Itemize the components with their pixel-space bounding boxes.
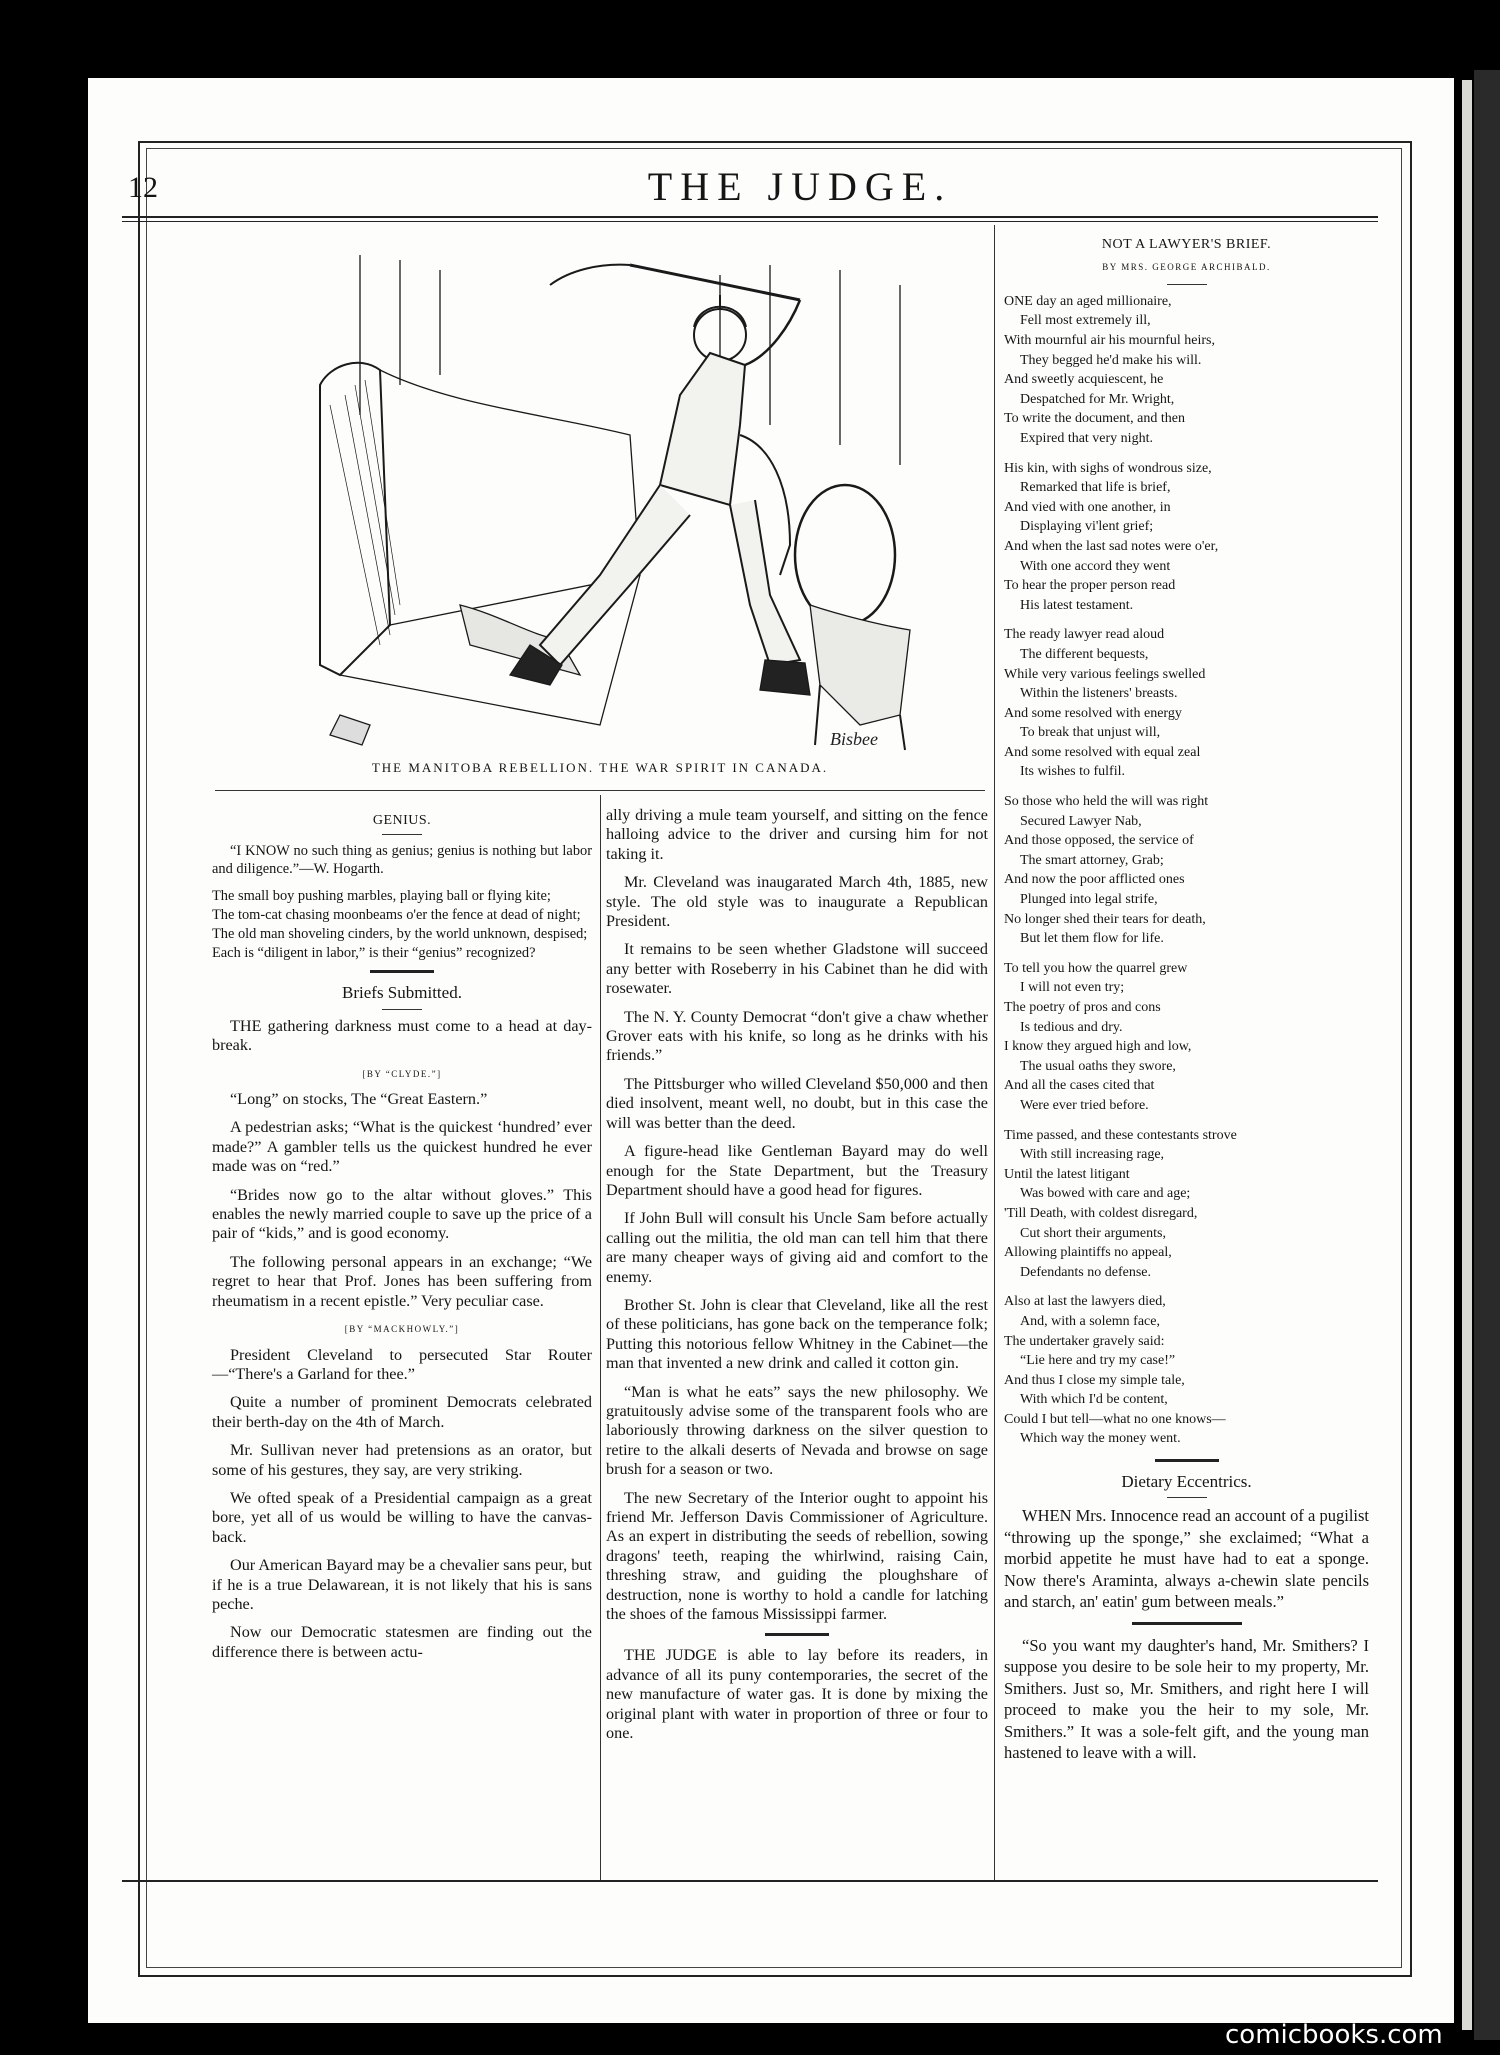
poem-line: Could I but tell—what no one knows—: [1004, 1411, 1226, 1427]
poem-line: And thus I close my simple tale,: [1004, 1372, 1185, 1388]
column-middle: [606, 806, 988, 1752]
poem-stanza: [1004, 292, 1369, 449]
briefs-paragraph: “Brides now go to the altar without gloves.” This enables the newly married couple to save up the price of a pair of “kids,” and is good economy.: [212, 1185, 592, 1243]
cartoon-illustration: [300, 245, 940, 775]
column-right: [1004, 230, 1369, 1773]
header-rule: [122, 216, 1378, 218]
poem-rule: [1167, 284, 1207, 285]
genius-line: Each is “diligent in labor,” is their “genius” recognized?: [212, 945, 536, 962]
poem-line: To tell you how the quarrel grew: [1004, 960, 1188, 976]
cartoon-caption: THE MANITOBA REBELLION. THE WAR SPIRIT IN CANADA.: [371, 760, 829, 775]
briefs-rule: [382, 1009, 422, 1010]
middle-paragraph: If John Bull will consult his Uncle Sam before actually calling out the militia, the old man can tell him that there are many cheaper ways of giving aid and comfort to the enemy.: [606, 1209, 988, 1286]
binding-spine: [1474, 70, 1500, 2040]
poem-line: With still increasing rage,: [1020, 1147, 1165, 1163]
poem-line: With one accord they went: [1020, 558, 1171, 574]
dietary-paragraph: WHEN Mrs. Innocence read an account of a pugilist “throwing up the sponge,” she exclaimed; “What a morbid appetite he must have had to eat a sponge. Now there's Araminta, always a-chewin slate pencils and starch, an' eatin' gum between meals.”: [1004, 1506, 1369, 1612]
poem-line: I know they argued high and low,: [1004, 1039, 1192, 1055]
poem-line: Which way the money went.: [1020, 1431, 1181, 1447]
genius-title: GENIUS.: [372, 813, 432, 828]
briefs-paragraph: Now our Democratic statesmen are finding out the difference there is between actu-: [212, 1623, 592, 1661]
dietary-rule: [1167, 1497, 1207, 1498]
poem-line: Plunged into legal strife,: [1020, 892, 1158, 908]
briefs-paragraph: President Cleveland to persecuted Star Router—“There's a Garland for thee.”: [212, 1345, 592, 1383]
poem-line: The smart attorney, Grab;: [1020, 852, 1164, 868]
poem-line: And now the poor afflicted ones: [1004, 872, 1185, 888]
poem-line: Its wishes to fulfil.: [1020, 764, 1125, 780]
section-divider: [1132, 1622, 1242, 1625]
section-divider: [1155, 1459, 1219, 1462]
poem-line: The usual oaths they swore,: [1020, 1058, 1176, 1074]
poem-line: And some resolved with equal zeal: [1004, 744, 1201, 760]
briefs-title: Briefs Submitted.: [342, 983, 462, 1003]
poem-stanza: [1004, 792, 1369, 949]
genius-rule: [382, 834, 422, 835]
page-number: 12: [128, 171, 158, 204]
poem-line: His kin, with sighs of wondrous size,: [1004, 460, 1212, 476]
poem-title: NOT A LAWYER'S BRIEF.: [1101, 237, 1272, 252]
briefs-byline: [BY “CLYDE.”]: [362, 1068, 442, 1079]
middle-paragraph: The new Secretary of the Interior ought to appoint his friend Mr. Jefferson Davis Commissioner of Agriculture. As an expert in distributing the seeds of rebellion, sowing dragons' teeth, reaping the whirlwind, raising Cain, threshing straw, and guiding the ploughshare of destruction, none is worthy to hold a candle for latching the shoes of the famous Mississippi farmer.: [606, 1488, 988, 1624]
genius-line: The tom-cat chasing moonbeams o'er the fence at dead of night;: [212, 907, 581, 924]
poem-line: The different bequests,: [1020, 646, 1149, 662]
poem-line: The poetry of pros and cons: [1004, 1000, 1161, 1015]
poem-line: Is tedious and dry.: [1020, 1019, 1123, 1035]
poem-line: And some resolved with energy: [1004, 705, 1182, 721]
next-page-edge: [1462, 80, 1472, 2030]
poem-line: And sweetly acquiescent, he: [1004, 372, 1164, 388]
poem-line: “Lie here and try my case!”: [1020, 1353, 1176, 1369]
middle-paragraph: It remains to be seen whether Gladstone will succeed any better with Roseberry in his Cabinet than he did with rosewater.: [606, 940, 988, 998]
section-divider: [765, 1633, 829, 1636]
poem-byline: BY MRS. GEORGE ARCHIBALD.: [1102, 262, 1271, 273]
briefs-paragraph: “Long” on stocks, The “Great Eastern.”: [230, 1090, 488, 1109]
middle-paragraph: “Man is what he eats” says the new philosophy. We gratuitously advise some of the transparent fools who are laboriously throwing darkness on the silver question to retire to the alkali deserts of Nevada and browse on sage brush for a season or two.: [606, 1382, 988, 1479]
genius-line: The small boy pushing marbles, playing ball or flying kite;: [212, 888, 551, 905]
genius-line: The old man shoveling cinders, by the world unknown, despised;: [212, 926, 588, 943]
poem-line: But let them flow for life.: [1020, 931, 1164, 947]
caption-rule: [215, 790, 985, 791]
poem-line: Despatched for Mr. Wright,: [1020, 391, 1175, 407]
poem-line: No longer shed their tears for death,: [1004, 911, 1206, 927]
poem-line: Fell most extremely ill,: [1020, 313, 1151, 329]
poem-line: So those who held the will was right: [1004, 794, 1209, 810]
briefs-paragraph: A pedestrian asks; “What is the quickest ‘hundred’ ever made?” A gambler tells us the quickest hundred he ever made was on “red.”: [212, 1118, 592, 1176]
poem-line: Remarked that life is brief,: [1020, 480, 1171, 496]
middle-paragraph: THE JUDGE is able to lay before its readers, in advance of all its puny contemporaries, the secret of the new manufacture of water gas. It is done by mixing the original plant with water in proportion of three or four to one.: [606, 1646, 988, 1743]
middle-paragraph: The Pittsburger who willed Cleveland $50,000 and then died insolvent, meant well, no doubt, but in this case the will was better than the deed.: [606, 1074, 988, 1132]
header-rule-thin: [122, 221, 1378, 222]
poem-line: To write the document, and then: [1004, 411, 1185, 427]
section-divider: [370, 970, 434, 973]
middle-paragraph: Mr. Cleveland was inaugarated March 4th, 1885, new style. The old style was to inaugurate a Republican President.: [606, 873, 988, 931]
poem-line: With mournful air his mournful heirs,: [1004, 333, 1215, 348]
poem-line: With which I'd be content,: [1020, 1392, 1168, 1408]
poem-line: Displaying vi'lent grief;: [1020, 519, 1154, 535]
poem-line: And those opposed, the service of: [1004, 833, 1194, 849]
poem-stanza: [1004, 1292, 1369, 1449]
briefs-paragraph: We ofted speak of a Presidential campaign as a great bore, yet all of us would be willing to have the canvas-back.: [212, 1488, 592, 1546]
poem-stanza: [1004, 1126, 1369, 1283]
poem-line: Expired that very night.: [1020, 430, 1153, 446]
poem-line: And when the last sad notes were o'er,: [1004, 538, 1219, 554]
watermark: comicbooks.com: [1225, 2020, 1443, 2050]
middle-paragraph: The N. Y. County Democrat “don't give a chaw whether Grover eats with his knife, so long as he drinks with his friends.”: [606, 1007, 988, 1065]
masthead-title: THE JUDGE.: [647, 164, 953, 209]
poem-stanza: [1004, 625, 1369, 782]
poem-line: Defendants no defense.: [1020, 1264, 1152, 1280]
poem-line: Until the latest litigant: [1004, 1166, 1130, 1182]
poem-line: Secured Lawyer Nab,: [1020, 813, 1142, 829]
briefs-byline: [BY “MACKHOWLY.”]: [344, 1324, 460, 1335]
poem-line: I will not even try;: [1020, 980, 1125, 996]
footer-rule: [122, 1880, 1378, 1882]
poem-line: His latest testament.: [1020, 597, 1134, 613]
poem-line: To hear the proper person read: [1004, 578, 1176, 594]
poem-line: The ready lawyer read aloud: [1004, 627, 1165, 643]
briefs-paragraph: The following personal appears in an exchange; “We regret to hear that Prof. Jones has been suffering from rheumatism in a recent epistle.” Very peculiar case.: [212, 1252, 592, 1310]
poem-line: Also at last the lawyers died,: [1004, 1294, 1166, 1310]
poem-line: Was bowed with care and age;: [1020, 1186, 1191, 1202]
middle-paragraph: Brother St. John is clear that Cleveland, like all the rest of these politicians, has gone back on the temperance folk; Putting this notorious fellow Whitney in the Cabinet—the man that invented a new drink and called it cotton gin.: [606, 1295, 988, 1373]
poem-line: They begged he'd make his will.: [1020, 352, 1202, 368]
poem-body: [1004, 292, 1369, 1449]
middle-paragraph: ally driving a mule team yourself, and sitting on the fence halloing advice to the driver and cursing him for not taking it.: [606, 806, 988, 863]
briefs-paragraph: Quite a number of prominent Democrats celebrated their berth-day on the 4th of March.: [212, 1393, 592, 1431]
dietary-paragraph: “So you want my daughter's hand, Mr. Smithers? I suppose you desire to be sole heir to my property, Mr. Smithers. Just so, Mr. Smithers, and right here I will proceed to make you the heir to my sole, Mr. Smithers.” It was a sole-felt gift, and the young man hastened to leave with a will.: [1004, 1635, 1369, 1763]
poem-stanza: [1004, 459, 1369, 616]
dietary-title: Dietary Eccentrics.: [1121, 1472, 1252, 1492]
poem-stanza: [1004, 959, 1369, 1116]
poem-line: Time passed, and these contestants strove: [1004, 1127, 1237, 1143]
poem-line: The undertaker gravely said:: [1004, 1333, 1165, 1349]
genius-quote: “I KNOW no such thing as genius; genius is nothing but labor and diligence.”—W. Hogarth.: [212, 843, 592, 878]
poem-line: ONE day an aged millionaire,: [1004, 293, 1172, 309]
poem-line: Within the listeners' breasts.: [1020, 686, 1178, 702]
middle-paragraph: A figure-head like Gentleman Bayard may do well enough for the State Department, but the Treasury Department should have a good head for figures.: [606, 1142, 988, 1199]
poem-line: To break that unjust will,: [1020, 725, 1161, 741]
column-divider-right: [994, 225, 995, 1880]
briefs-paragraph: THE gathering darkness must come to a head at day-break.: [212, 1016, 592, 1055]
cartoon-signature: Bisbee: [830, 729, 878, 749]
poem-line: While very various feelings swelled: [1004, 666, 1206, 682]
poem-line: And all the cases cited that: [1004, 1078, 1155, 1094]
column-divider-middle: [600, 795, 601, 1880]
poem-line: 'Till Death, with coldest disregard,: [1004, 1205, 1198, 1221]
poem-line: And vied with one another, in: [1004, 499, 1171, 515]
poem-line: Cut short their arguments,: [1020, 1225, 1166, 1241]
column-left: [212, 806, 592, 1671]
poem-line: Were ever tried before.: [1020, 1097, 1149, 1113]
briefs-paragraph: Our American Bayard may be a chevalier sans peur, but if he is a true Delawarean, it is not likely that his is sans peche.: [212, 1556, 592, 1613]
poem-line: Allowing plaintiffs no appeal,: [1004, 1245, 1172, 1261]
poem-line: And, with a solemn face,: [1020, 1313, 1160, 1329]
briefs-paragraph: Mr. Sullivan never had pretensions as an orator, but some of his gestures, they say, are very striking.: [212, 1441, 592, 1479]
